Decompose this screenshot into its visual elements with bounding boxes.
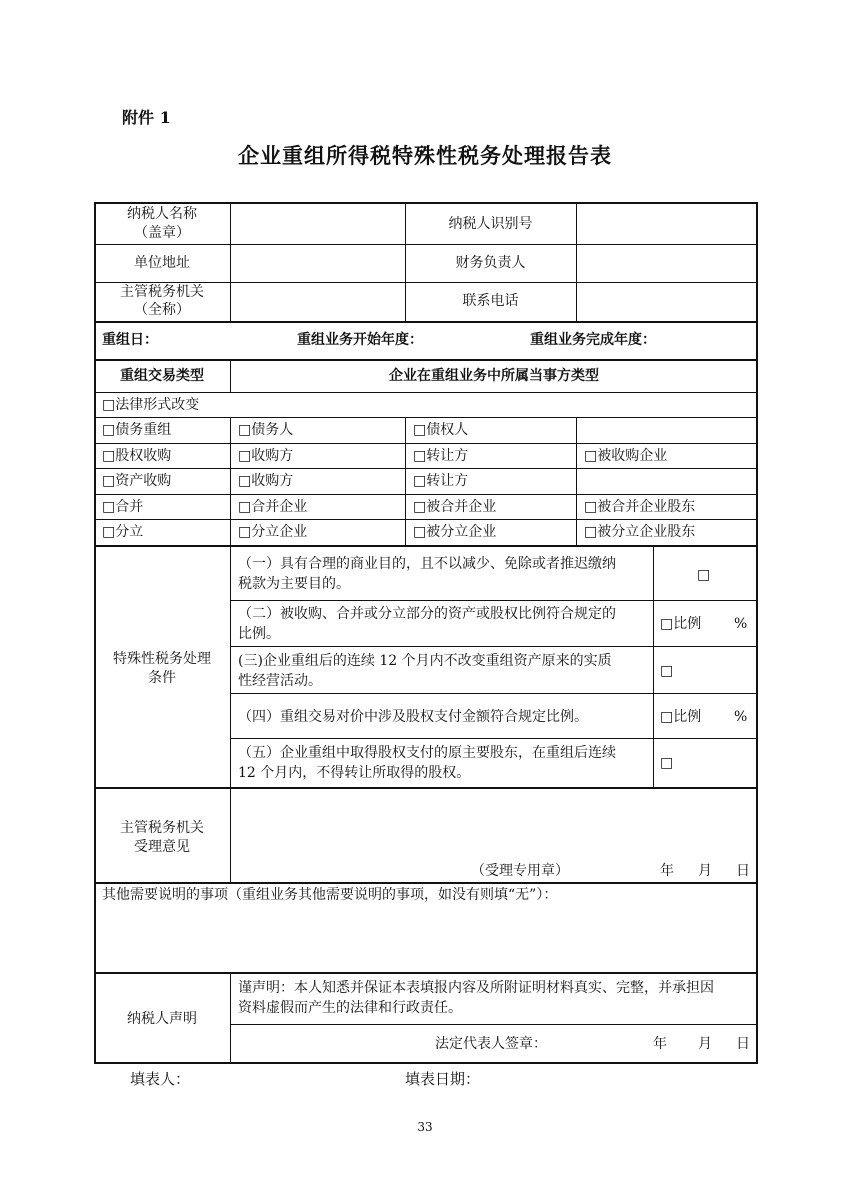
form-title: 企业重组所得税特殊性税务处理报告表: [238, 143, 612, 168]
opinion-day: 日: [736, 863, 750, 879]
condition-2-ratio-checkbox[interactable]: □比例: [660, 616, 702, 632]
conditions-label-cont: 条件: [148, 670, 176, 686]
condition-1-text: （一）具有合理的商业目的，且不以减少、免除或者推迟缴纳: [238, 556, 616, 572]
divider: [576, 202, 577, 321]
divider: [94, 244, 758, 245]
divider: [230, 738, 758, 739]
divider: [230, 417, 231, 545]
acquired-company-checkbox[interactable]: □被收购企业: [584, 448, 668, 464]
condition-2-text-cont: 比例。: [238, 626, 280, 642]
opinion-month: 月: [698, 863, 712, 879]
declaration-text-cont: 资料虚假而产生的法律和行政责任。: [238, 1000, 462, 1016]
asset-transferor-checkbox[interactable]: □转让方: [413, 473, 469, 489]
other-notes-label: 其他需要说明的事项（重组业务其他需要说明的事项，如没有则填“无”）：: [102, 887, 558, 903]
condition-1-text-cont: 税款为主要目的。: [238, 576, 350, 592]
merged-company-checkbox[interactable]: □被合并企业: [413, 499, 497, 515]
fill-date-label: 填表日期：: [405, 1070, 481, 1088]
party-type-header: 企业在重组业务中所属当事方类型: [389, 368, 599, 384]
condition-4-ratio-checkbox[interactable]: □比例: [660, 709, 702, 725]
creditor-checkbox[interactable]: □债权人: [413, 422, 469, 438]
declaration-year: 年: [653, 1036, 667, 1052]
divider: [94, 494, 758, 495]
opinion-label: 主管税务机关: [120, 820, 204, 836]
taxpayer-id-label: 纳税人识别号: [448, 216, 533, 232]
merger-checkbox[interactable]: □合并: [102, 499, 144, 515]
table-border: [94, 202, 758, 1064]
debt-restructure-checkbox[interactable]: □债务重组: [102, 422, 172, 438]
condition-3-text: (三)企业重组后的连续 12 个月内不改变重组资产原来的实质: [238, 653, 612, 669]
condition-4-text: （四）重组交易对价中涉及股权支付金额符合规定比例。: [238, 709, 588, 725]
divider: [653, 545, 654, 787]
legal-form-checkbox[interactable]: □法律形式改变: [102, 397, 200, 413]
splitting-company-checkbox[interactable]: □分立企业: [238, 524, 308, 540]
divider: [576, 417, 577, 545]
conditions-label: 特殊性税务处理: [113, 651, 211, 667]
filler-label: 填表人：: [130, 1070, 191, 1088]
stamp-note: （盖章）: [134, 225, 190, 241]
divider: [230, 1024, 758, 1025]
divider: [94, 787, 758, 789]
start-year-label: 重组业务开始年度：: [297, 332, 423, 348]
divider: [94, 882, 758, 884]
divider: [94, 972, 758, 974]
opinion-year: 年: [660, 863, 674, 879]
full-name-note: （全称）: [134, 302, 190, 318]
attachment-label: 附件 1: [122, 108, 171, 127]
divider: [94, 417, 758, 418]
transferor-checkbox[interactable]: □转让方: [413, 448, 469, 464]
end-year-label: 重组业务完成年度：: [530, 332, 656, 348]
opinion-label-cont: 受理意见: [134, 839, 190, 855]
page-number: 33: [417, 1120, 433, 1134]
split-holder-checkbox[interactable]: □被分立企业股东: [584, 524, 696, 540]
divider: [94, 359, 758, 361]
divider: [230, 972, 231, 1064]
split-checkbox[interactable]: □分立: [102, 524, 144, 540]
split-off-company-checkbox[interactable]: □被分立企业: [413, 524, 497, 540]
tax-authority-label: 主管税务机关: [120, 284, 204, 300]
declaration-day: 日: [736, 1036, 750, 1052]
divider: [94, 392, 758, 393]
declaration-label: 纳税人声明: [127, 1011, 197, 1027]
divider: [94, 321, 758, 323]
divider: [94, 468, 758, 469]
condition-5-checkbox[interactable]: □: [660, 755, 674, 771]
restructure-date-label: 重组日：: [102, 332, 158, 348]
asset-acquisition-checkbox[interactable]: □资产收购: [102, 473, 172, 489]
merged-holder-checkbox[interactable]: □被合并企业股东: [584, 499, 696, 515]
declaration-month: 月: [698, 1036, 712, 1052]
debtor-checkbox[interactable]: □债务人: [238, 422, 294, 438]
divider: [405, 417, 406, 545]
condition-2-percent: %: [734, 616, 748, 632]
equity-acquisition-checkbox[interactable]: □股权收购: [102, 448, 172, 464]
condition-3-text-cont: 性经营活动。: [238, 673, 322, 689]
phone-label: 联系电话: [462, 293, 519, 309]
asset-acquirer-checkbox[interactable]: □收购方: [238, 473, 294, 489]
divider: [230, 693, 758, 694]
divider: [94, 545, 758, 547]
condition-5-text-cont: 12 个月内，不得转让所取得的股权。: [238, 765, 471, 781]
divider: [230, 646, 758, 647]
acceptance-seal-note: （受理专用章）: [471, 863, 569, 879]
divider: [94, 443, 758, 444]
acquirer-checkbox[interactable]: □收购方: [238, 448, 294, 464]
condition-1-checkbox[interactable]: □: [697, 567, 711, 583]
condition-5-text: （五）企业重组中取得股权支付的原主要股东，在重组后连续: [238, 745, 616, 761]
condition-4-percent: %: [734, 709, 748, 725]
divider: [230, 600, 758, 601]
divider: [230, 787, 231, 882]
divider: [230, 545, 231, 787]
merging-company-checkbox[interactable]: □合并企业: [238, 499, 308, 515]
divider: [94, 519, 758, 520]
finance-head-label: 财务负责人: [455, 255, 526, 271]
condition-2-text: （二）被收购、合并或分立部分的资产或股权比例符合规定的: [238, 606, 616, 622]
declaration-text: 谨声明：本人知悉并保证本表填报内容及所附证明材料真实、完整，并承担因: [238, 980, 714, 996]
divider: [230, 202, 231, 321]
address-label: 单位地址: [134, 255, 190, 271]
signature-label: 法定代表人签章：: [435, 1036, 547, 1052]
taxpayer-name-label: 纳税人名称: [127, 206, 197, 222]
transaction-type-header: 重组交易类型: [120, 368, 204, 384]
condition-3-checkbox[interactable]: □: [660, 663, 674, 679]
